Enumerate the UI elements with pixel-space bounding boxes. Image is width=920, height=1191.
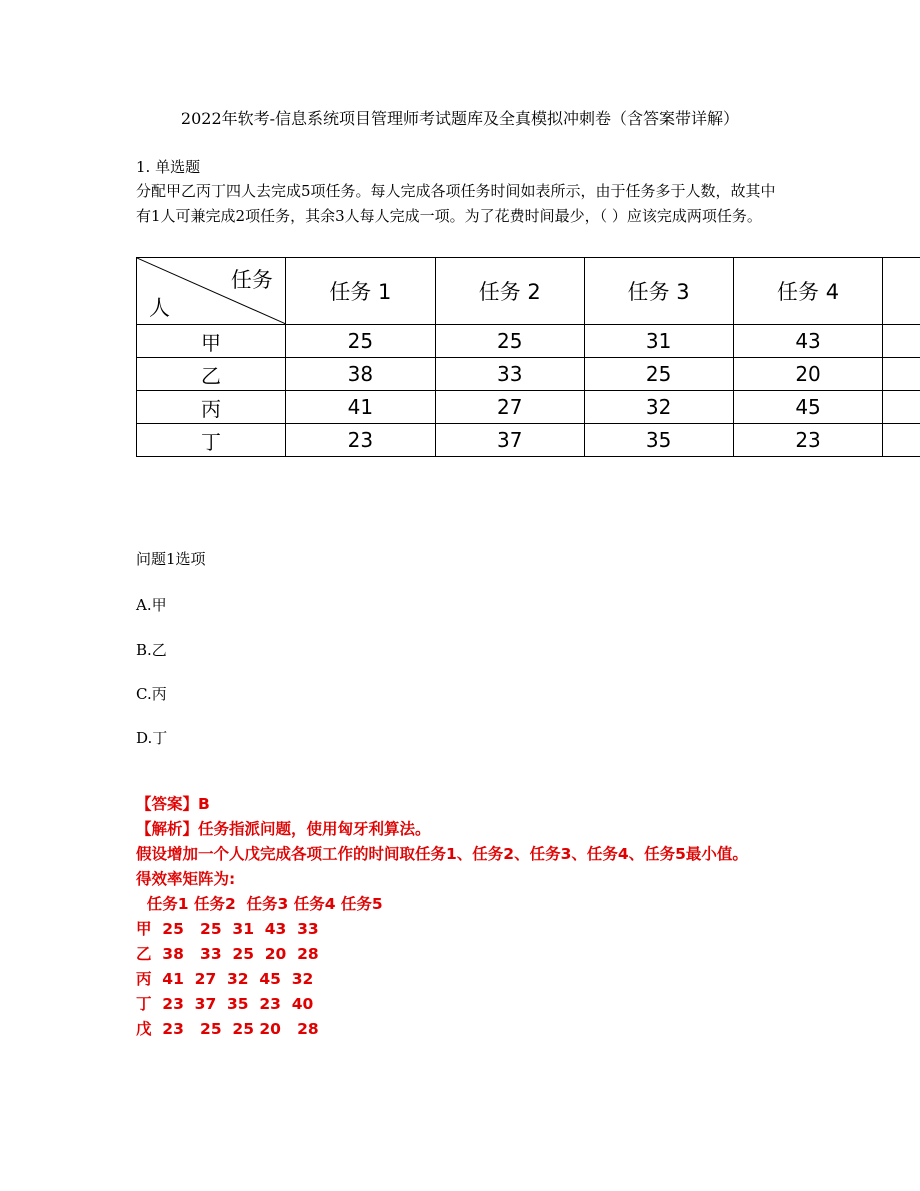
table-cell: 37	[435, 424, 584, 457]
corner-label-task: 任务	[230, 268, 273, 292]
table-row	[137, 391, 920, 424]
table-cell: 38	[285, 358, 435, 391]
table-row	[137, 424, 920, 457]
table-person-cell: 乙	[137, 358, 286, 391]
table-cell: 23	[285, 424, 435, 457]
table-cell-cut	[883, 391, 920, 424]
table-row	[137, 325, 920, 358]
option-d[interactable]: D.丁	[136, 729, 168, 747]
table-header-cell: 任务 3	[584, 258, 733, 325]
matrix-row: 乙 38 33 25 20 28	[136, 945, 319, 963]
table-cell: 43	[733, 325, 883, 358]
table-cell: 33	[435, 358, 584, 391]
table-cell: 35	[584, 424, 733, 457]
matrix-row: 丙 41 27 32 45 32	[136, 970, 314, 988]
matrix-header: 任务1 任务2 任务3 任务4 任务5	[136, 895, 383, 913]
page-title: 2022年软考-信息系统项目管理师考试题库及全真模拟冲刺卷（含答案带详解）	[180, 109, 740, 128]
table-header-cell: 任务 2	[435, 258, 584, 325]
answer-section	[136, 792, 796, 1042]
matrix-intro: 得效率矩阵为:	[136, 870, 236, 888]
table-cell-cut	[883, 358, 920, 391]
options-title: 问题1选项	[136, 550, 206, 568]
corner-label-person: 人	[149, 296, 170, 320]
table-header-cell: 任务 1	[285, 258, 435, 325]
table-cell: 20	[733, 358, 883, 391]
table-person-cell: 甲	[137, 325, 286, 358]
table-cell: 27	[435, 391, 584, 424]
table-person-cell: 丙	[137, 391, 286, 424]
table-cell: 25	[584, 358, 733, 391]
table-header-cell-cut	[883, 258, 920, 325]
option-b[interactable]: B.乙	[136, 641, 167, 659]
table-cell: 32	[584, 391, 733, 424]
task-time-table	[136, 257, 920, 457]
question-number: 1. 单选题	[136, 158, 201, 176]
matrix-row: 丁 23 37 35 23 40	[136, 995, 314, 1013]
table-header-row	[137, 258, 920, 325]
table-cell: 41	[285, 391, 435, 424]
table-corner-cell	[137, 258, 286, 325]
analysis-line: 【解析】任务指派问题，使用匈牙利算法。	[136, 820, 431, 838]
option-a[interactable]: A.甲	[136, 596, 167, 614]
table-cell: 31	[584, 325, 733, 358]
matrix-row: 戊 23 25 25 20 28	[136, 1020, 319, 1038]
table-cell: 45	[733, 391, 883, 424]
question-text: 分配甲乙丙丁四人去完成5项任务。每人完成各项任务时间如表所示，由于任务多于人数，故其中有1人可兼完成2项任务，其余3人每人完成一项。为了花费时间最少，（ ）应该完成两项任务。	[136, 182, 776, 225]
assumption-text: 假设增加一个人戊完成各项工作的时间取任务1、任务2、任务3、任务4、任务5最小值。	[136, 845, 748, 863]
table-person-cell: 丁	[137, 424, 286, 457]
table-row	[137, 358, 920, 391]
table-cell: 25	[285, 325, 435, 358]
matrix-row: 甲 25 25 31 43 33	[136, 920, 319, 938]
answer-line: 【答案】B	[136, 795, 210, 813]
table-cell-cut	[883, 424, 920, 457]
table-header-cell: 任务 4	[733, 258, 883, 325]
option-c[interactable]: C.丙	[136, 685, 167, 703]
table-cell: 25	[435, 325, 584, 358]
table-cell-cut	[883, 325, 920, 358]
table-cell: 23	[733, 424, 883, 457]
